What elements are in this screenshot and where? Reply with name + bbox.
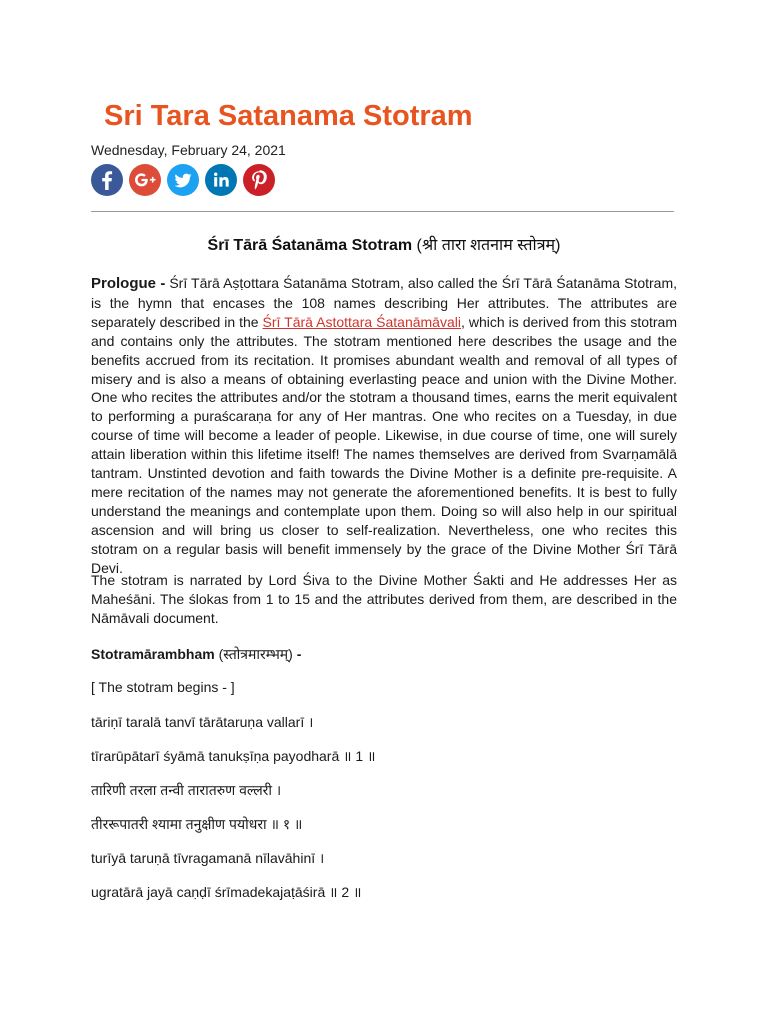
verse-line: tīrarūpātarī śyāmā tanukṣīṇa payodharā ॥ 1 ॥	[91, 748, 376, 764]
verse-line: tāriṇī taralā tanvī tārātaruṇa vallarī ।	[91, 714, 314, 730]
verse-line: turīyā taruṇā tīvragamanā nīlavāhinī ।	[91, 850, 325, 866]
begin-title-suffix: -	[292, 646, 302, 662]
narration-paragraph: The stotram is narrated by Lord Śiva to the Divine Mother Śakti and He addresses Her as Maheśāni. The ślokas from 1 to 15 and the attributes derived from them, are described in the Nāmāvali document.	[91, 572, 677, 626]
pinterest-icon	[243, 164, 275, 196]
title-divider	[91, 211, 674, 212]
verse-line: तारिणी तरला तन्वी तारातरुण वल्लरी ।	[91, 782, 282, 798]
stotram-begin-title	[91, 645, 677, 664]
prologue-text-end: , which is derived from this stotram and contains only the attributes. The stotram mentioned here describes the usage and the benefits accrued from its recitation. It promises abundant wealth and removal of all types of misery and is also a means of obtaining everlasting peace and union with the Divine Mother. One who recites the attributes and/or the stotram a thousand times, earns the merit equivalent to performing a puraścaraṇa for any of Her mantras. One who recites on a Tuesday, in due course of time will become a leader of people. Likewise, in due course of time, one will surely attain liberation within this lifetime itself! The names themselves are derived from Svarṇamālā tantram. Unstinted devotion and faith towards the Divine Mother is a definite pre-requisite. A mere recitation of the names may not generate the aforementioned benefits. It is best to fully understand the meanings and contemplate upon them. Doing so will also help in our spiritual ascension and will bring us closer to self-realization. Nevertheless, one who recites this stotram on a regular basis will benefit immensely by the grace of the Divine Mother Śrī Tārā Devi.	[91, 313, 677, 576]
twitter-share-button[interactable]	[167, 164, 199, 196]
verse-line: तीररूपातरी श्यामा तनुक्षीण पयोधरा ॥ १ ॥	[91, 816, 303, 832]
facebook-icon	[91, 164, 123, 196]
twitter-icon	[167, 164, 199, 196]
article-heading	[0, 233, 768, 255]
post-date: Wednesday, February 24, 2021	[91, 142, 286, 158]
prologue-text-start: Śrī Tārā Aṣṭottara Śatanāma Stotram, also called the Śrī Tārā Śatanāma Stotram, is the hymn that encases the 108 names describing Her attributes. The attributes are separately described in the	[91, 275, 677, 330]
google-plus-icon	[129, 164, 161, 196]
article-heading-roman: Śrī Tārā Śatanāma Stotram	[207, 237, 413, 254]
linkedin-share-button[interactable]	[205, 164, 237, 196]
article-heading-devanagari: (श्री तारा शतनाम स्तोत्रम्)	[416, 237, 561, 254]
prologue-paragraph	[91, 274, 677, 578]
facebook-share-button[interactable]	[91, 164, 123, 196]
begin-title-roman: Stotramārambham	[91, 646, 215, 662]
post-title[interactable]: Sri Tara Satanama Stotram	[104, 100, 473, 132]
begin-title-devanagari: (स्तोत्रमारम्भम्)	[218, 646, 293, 662]
prologue-label: Prologue -	[91, 275, 166, 292]
namavali-link[interactable]: Śrī Tārā Astottara Śatanāmāvali	[262, 313, 461, 330]
share-buttons	[91, 164, 275, 196]
linkedin-icon	[205, 164, 237, 196]
verse-line: ugratārā jayā caṇḍī śrīmadekajaṭāśirā ॥ 2 ॥	[91, 884, 362, 900]
google-plus-share-button[interactable]	[129, 164, 161, 196]
stotram-begin-note: [ The stotram begins - ]	[91, 679, 235, 695]
pinterest-share-button[interactable]	[243, 164, 275, 196]
